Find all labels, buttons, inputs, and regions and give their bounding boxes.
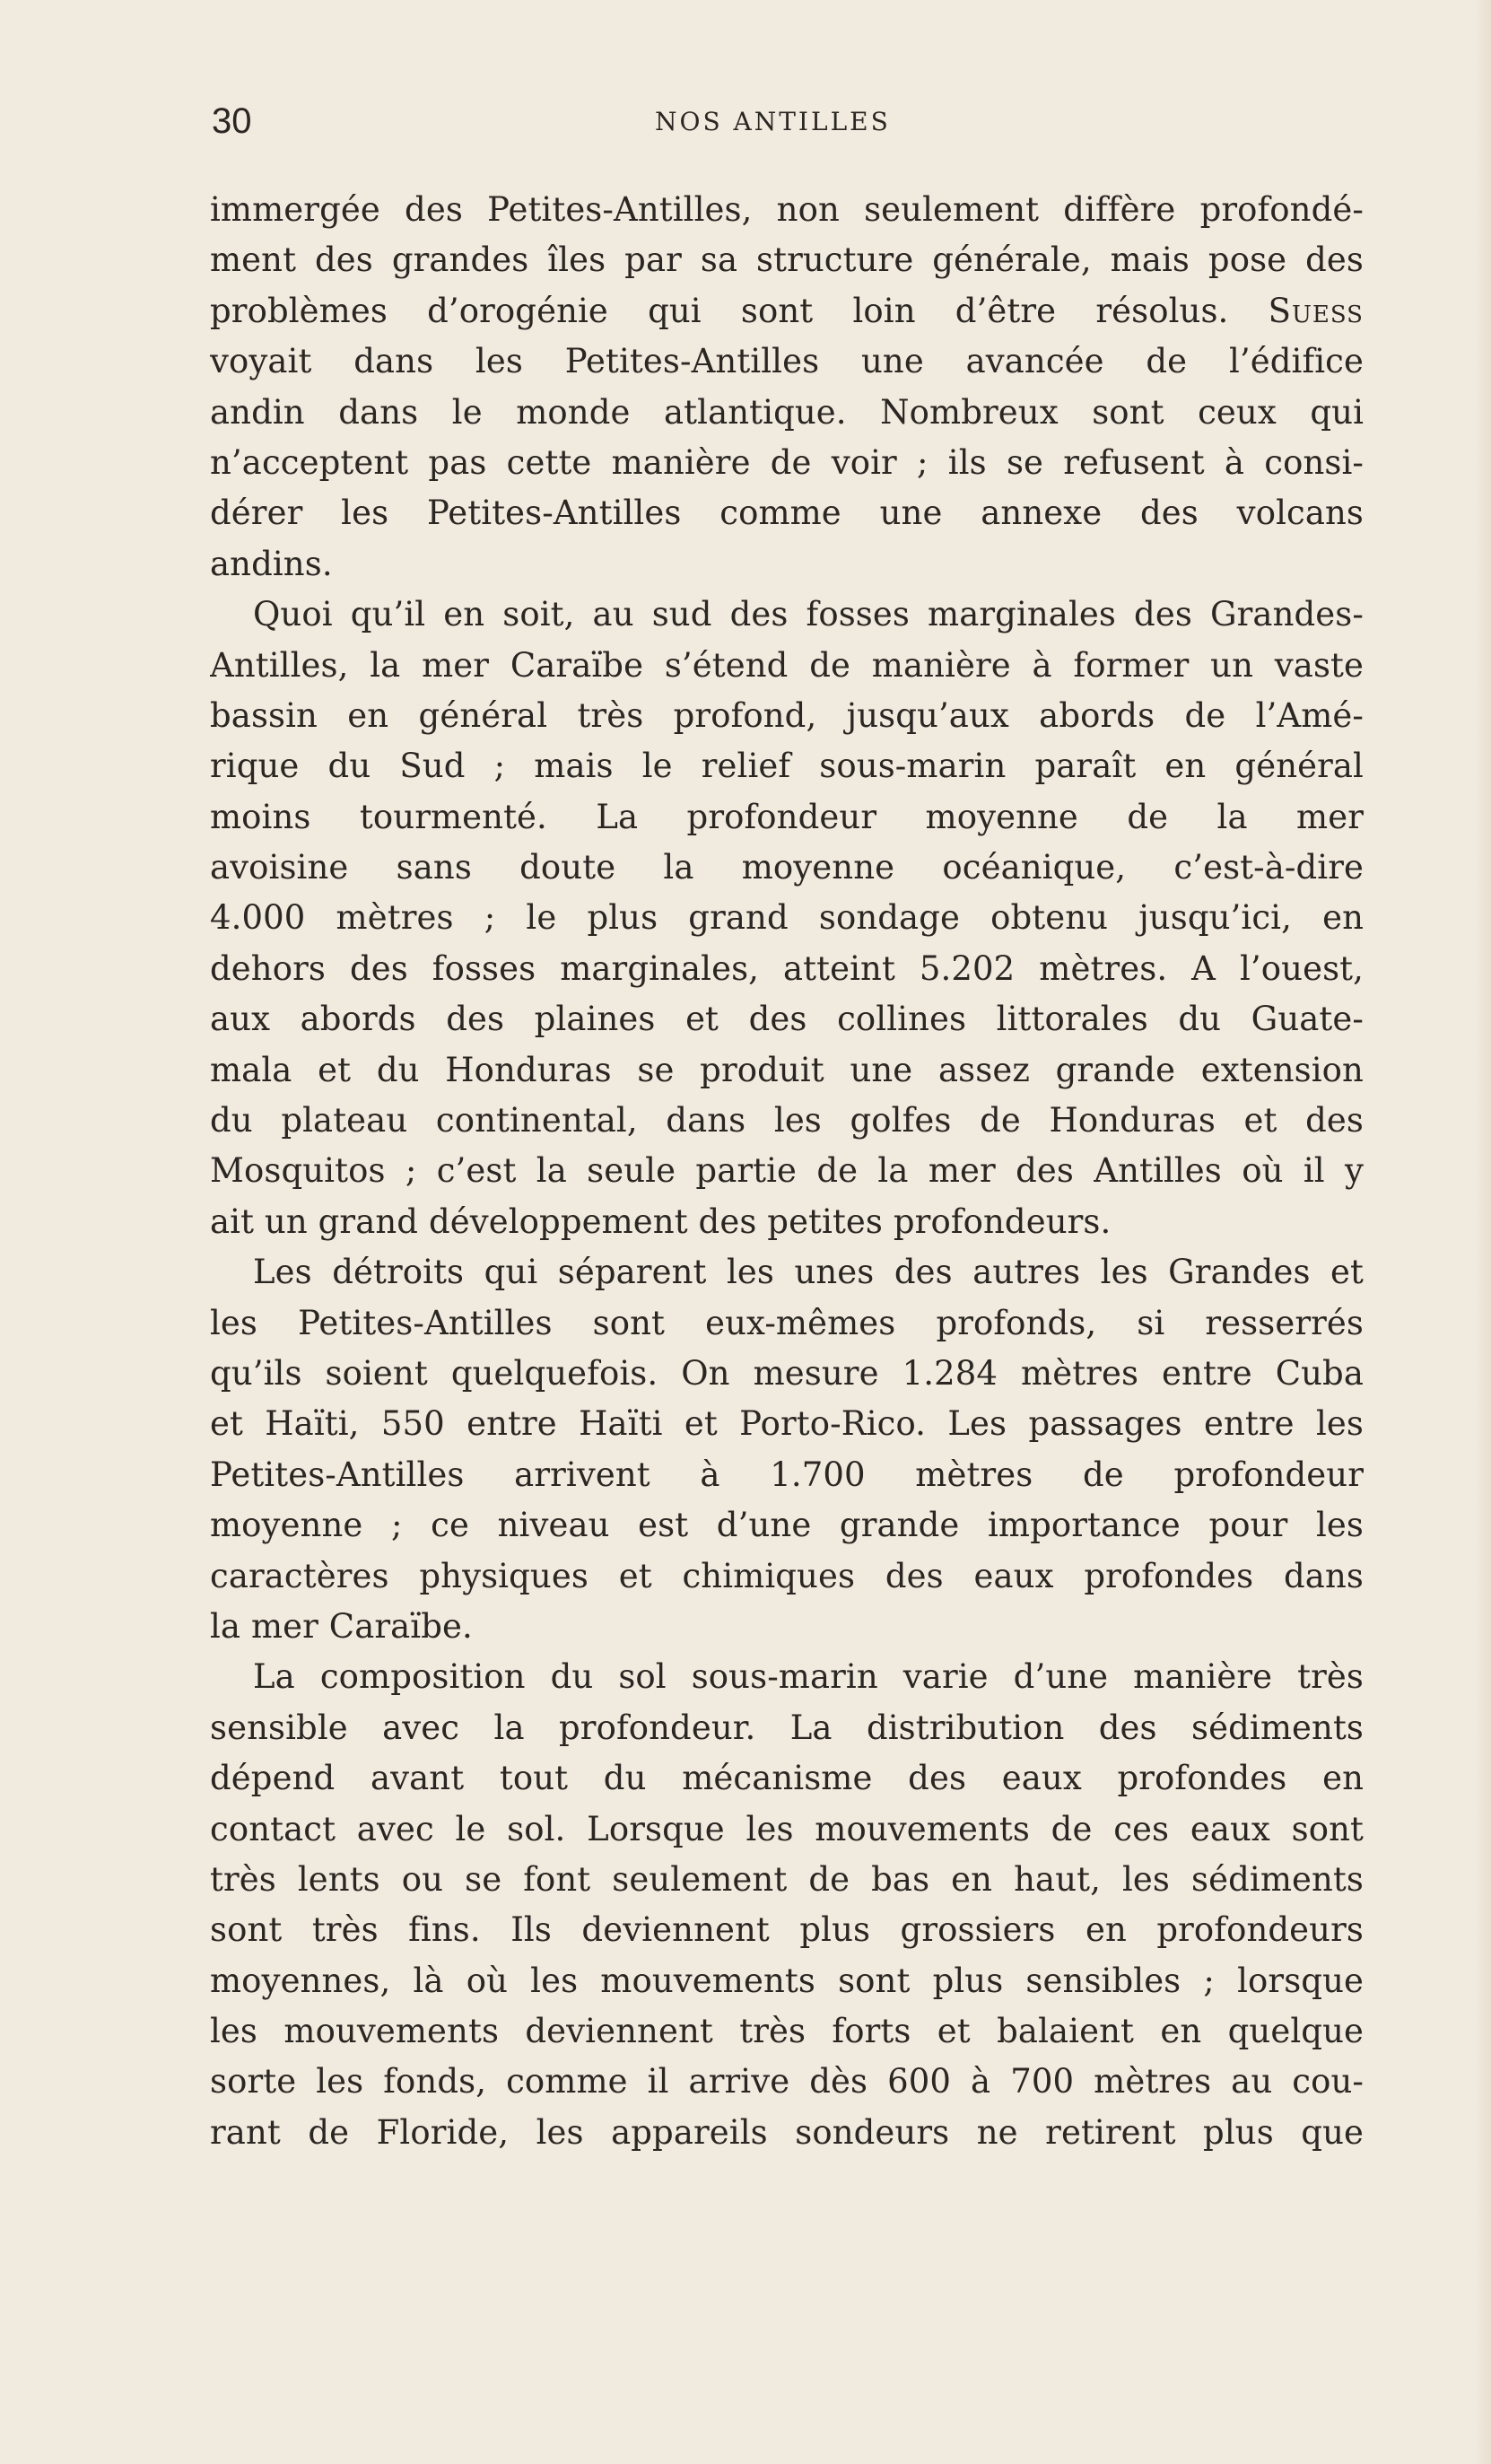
text-line: avoisine sans doute la moyenne océanique, c’est-à-dire — [210, 848, 1364, 887]
text-line: voyait dans les Petites-Antilles une avancée de l’édifice — [210, 342, 1364, 381]
body-text — [210, 185, 1364, 2158]
text-line: andin dans le monde atlantique. Nombreux sont ceux qui — [210, 392, 1364, 432]
text-line: dépend avant tout du mécanisme des eaux profondes en — [210, 1759, 1364, 1798]
text-line: rique du Sud ; mais le relief sous-marin paraît en général — [210, 747, 1364, 786]
text-line: sont très fins. Ils deviennent plus grossiers en profondeurs — [210, 1910, 1364, 1950]
author-name-suess: Suess — [1268, 291, 1364, 330]
text-line: Les détroits qui séparent les unes des autres les Grandes et — [253, 1253, 1364, 1292]
text-line: rant de Floride, les appareils sondeurs ne retirent plus que — [210, 2112, 1364, 2152]
paragraph-3 — [210, 1247, 1364, 1652]
text-line: caractères physiques et chimiques des eaux profondes dans — [210, 1556, 1364, 1595]
paragraph-4 — [210, 1652, 1364, 2158]
text-line: aux abords des plaines et des collines littorales du Guate- — [210, 1000, 1364, 1039]
text-line: Antilles, la mer Caraïbe s’étend de manière à former un vaste — [210, 645, 1364, 685]
text-line: la mer Caraïbe. — [210, 1606, 473, 1646]
text-line: très lents ou se font seulement de bas en haut, les sédiments — [210, 1859, 1364, 1899]
text-line: dérer les Petites-Antilles comme une annexe des volcans — [210, 494, 1364, 533]
text-line: ment des grandes îles par sa structure générale, mais pose des — [210, 240, 1364, 280]
text-line-fragment: problèmes d’orogénie qui sont loin d’être résolus. — [210, 291, 1229, 330]
text-line: sorte les fonds, comme il arrive dès 600 à 700 mètres au cou- — [210, 2062, 1364, 2101]
text-line: ait un grand développement des petites profondeurs. — [210, 1201, 1112, 1241]
text-line: les Petites-Antilles sont eux-mêmes profonds, si resserrés — [210, 1303, 1364, 1342]
text-line — [210, 286, 1364, 336]
text-line: moins tourmenté. La profondeur moyenne de la mer — [210, 797, 1364, 836]
page-edge-shadow — [1475, 0, 1491, 2464]
text-line: bassin en général très profond, jusqu’aux abords de l’Amé- — [210, 695, 1364, 735]
text-line: La composition du sol sous-marin varie d’une manière très — [253, 1657, 1364, 1697]
text-line: contact avec le sol. Lorsque les mouvements de ces eaux sont — [210, 1809, 1364, 1848]
running-header — [0, 99, 1491, 144]
text-line: sensible avec la profondeur. La distribution des sédiments — [210, 1708, 1364, 1747]
text-line: n’acceptent pas cette manière de voir ; ils se refusent à consi- — [210, 442, 1364, 482]
text-line: du plateau continental, dans les golfes de Honduras et des — [210, 1101, 1364, 1140]
text-line: dehors des fosses marginales, atteint 5.202 mètres. A l’ouest, — [210, 948, 1364, 988]
paragraph-2 — [210, 590, 1364, 1247]
text-line: moyennes, là où les mouvements sont plus sensibles ; lorsque — [210, 1961, 1364, 2000]
text-line: les mouvements deviennent très forts et balaient en quelque — [210, 2012, 1364, 2051]
paragraph-1 — [210, 185, 1364, 590]
text-line: 4.000 mètres ; le plus grand sondage obtenu jusqu’ici, en — [210, 898, 1364, 938]
text-line: et Haïti, 550 entre Haïti et Porto-Rico. Les passages entre les — [210, 1404, 1364, 1444]
text-line: Quoi qu’il en soit, au sud des fosses marginales des Grandes- — [253, 595, 1364, 634]
page-number: 30 — [212, 101, 252, 141]
text-line: andins. — [210, 544, 333, 583]
running-title: NOS ANTILLES — [655, 107, 891, 136]
text-line: Petites-Antilles arrivent à 1.700 mètres de profondeur — [210, 1455, 1364, 1494]
text-line: Mosquitos ; c’est la seule partie de la mer des Antilles où il y — [210, 1151, 1364, 1191]
text-line: mala et du Honduras se produit une assez grande extension — [210, 1050, 1364, 1089]
text-line: moyenne ; ce niveau est d’une grande importance pour les — [210, 1506, 1364, 1545]
text-line: immergée des Petites-Antilles, non seulement diffère profondé- — [210, 190, 1364, 229]
text-line: qu’ils soient quelquefois. On mesure 1.284 mètres entre Cuba — [210, 1353, 1364, 1393]
